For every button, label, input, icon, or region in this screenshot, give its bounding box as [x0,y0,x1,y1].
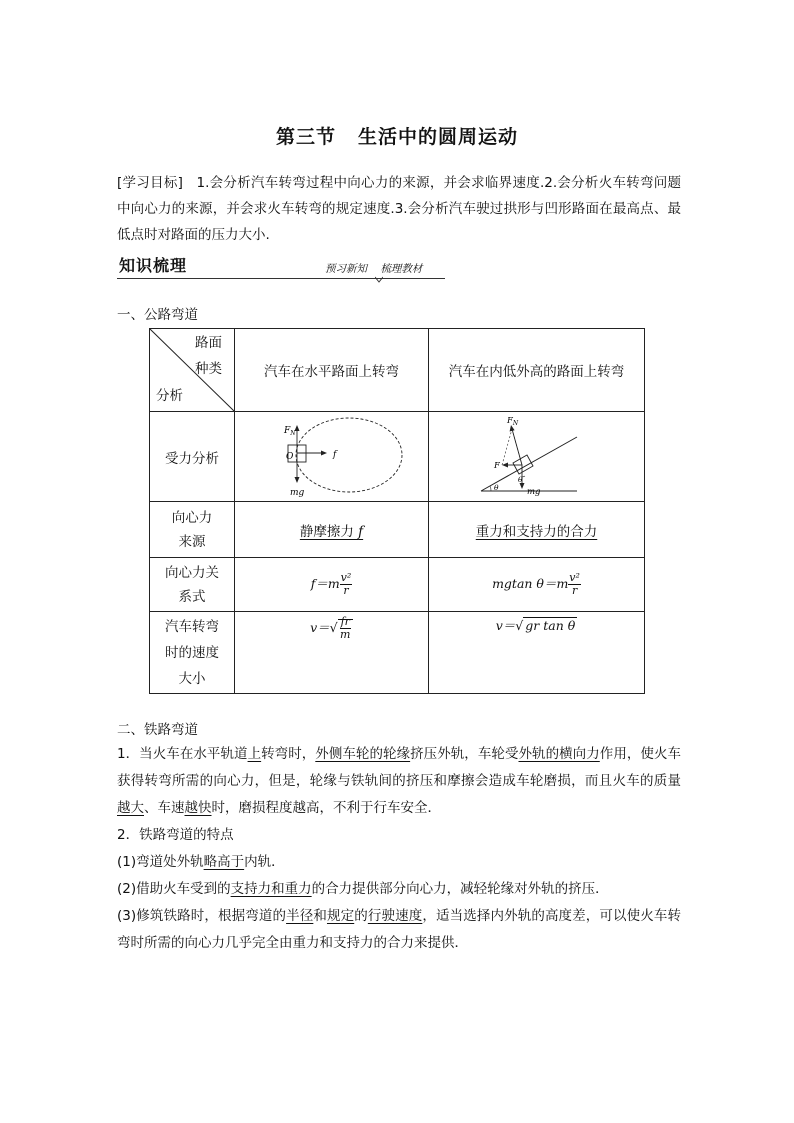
rail-paragraph-5 [117,903,681,957]
road-curve-table [149,328,645,694]
rail-p1-blank-5: 越快 [184,800,212,816]
rail-p5-text-4: ，适当选择内外轨的高度差，可以使火车转弯时所需的向心力几乎完全由重力和支持力的合力来提供． [117,908,682,951]
rail-p1-text-5: 、车速 [144,800,185,816]
banner-subtitle-b: 梳理教材 [380,263,423,275]
source-banked-answer: 重力和支持力的合力 [475,523,598,540]
section-banner [117,253,445,287]
row-label-relation [150,558,235,612]
rail-p1-text-2: 转弯时， [261,746,316,762]
table-row-source [150,502,645,558]
page-title [0,122,794,149]
banner-subtitle-a: 预习新知 [325,263,367,275]
rail-p4-text-1: (2)借助火车受到的 [117,881,231,897]
label-gravity-mg: mg [289,487,304,498]
relation-flat-formula [310,571,353,597]
relation-flat-fraction [340,572,353,597]
banner-notch-icon [375,275,383,283]
banner-divider [117,278,445,279]
rail-p5-blank-3: 行驶速度 [367,908,423,924]
speed-flat-denominator: m [340,628,351,641]
objectives-text: 1.会分析汽车转弯过程中向心力的来源，并会求临界速度.2.会分析火车转弯问题中向心力的来源，并会求火车转弯的规定速度.3.会分析汽车驶过拱形与凹形路面在最高点、最低点时对路面的压力大小. [117,175,681,243]
label-normal-force: $F_N$ [506,415,518,427]
speed-banked [429,612,645,694]
speed-flat [235,612,429,694]
label-angle-theta-inner: θ [517,474,523,484]
row-label-speed-c: 大小 [178,670,206,687]
rail-p5-blank-2: 规定 [326,908,355,924]
speed-banked-formula: v＝√ gr tan θ [495,618,576,633]
section1-heading: 一、公路弯道 [117,307,198,323]
source-flat-answer [300,524,363,540]
rail-p1-blank-1: 上 [247,746,262,762]
relation-banked-lhs: mgtan θ＝m [492,576,569,591]
banner-title: 知识梳理 [119,256,188,275]
rail-p1-text-4: 作用，使火车获得转弯所需的向心力，但是，轮缘与铁轨间的挤压和摩擦会造成车轮磨损，而且火车的质量 [117,746,682,789]
label-resultant-f: F [493,460,500,471]
relation-flat-numerator: v² [340,571,352,584]
label-normal-force: $F_N$ [283,425,295,437]
force-diagram-flat-cell [235,412,429,502]
row-label-source-a: 向心力 [171,509,213,526]
speed-banked-lhs: v＝ [495,618,516,633]
rail-paragraph-2: 2．铁路弯道的特点 [117,827,234,843]
rail-p4-text-2: 的合力提供部分向心力，减轻轮缘对外轨的挤压． [311,881,609,897]
relation-banked [429,558,645,612]
source-banked [429,502,645,558]
rail-p1-blank-4: 越大 [117,800,144,816]
table-header-row [150,329,645,412]
speed-flat-numerator: fr [340,615,350,628]
relation-banked-denominator: r [571,584,578,597]
objectives-label: [学习目标] [117,175,183,191]
section2-heading: 二、铁路弯道 [117,722,198,738]
circular-path [296,418,402,492]
relation-banked-fraction [568,572,581,597]
rail-p5-text-2: 和 [313,908,327,924]
rail-p5-blank-1: 半径 [286,908,314,924]
table-row-force [150,412,645,502]
label-gravity-mg: mg [526,486,541,497]
speed-flat-fraction [340,616,351,641]
rail-p3-blank-1: 略高于 [203,854,245,870]
speed-flat-sqrt: √ $\frac{fr}{m}$ [330,616,353,641]
relation-flat [235,558,429,612]
table-corner-cell [150,329,235,412]
relation-banked-formula [492,571,581,597]
row-label-relation-a: 向心力关 [165,564,219,581]
rail-paragraph-4 [117,876,681,903]
speed-flat-lhs: v＝ [310,620,330,635]
force-diagram-banked-cell [429,412,645,502]
force-diagram-flat [257,415,407,499]
corner-label-analysis: 分析 [156,388,183,404]
corner-label-type: 种类 [195,361,222,377]
relation-flat-lhs: f＝m [310,576,340,591]
corner-label-road: 路面 [195,335,222,351]
rail-p1-text-1: 1．当火车在水平轨道 [117,746,248,762]
rail-p5-text-1: (3)修筑铁路时，根据弯道的 [117,908,287,924]
table-row-speed [150,612,645,694]
rail-p5-text-3: 的 [354,908,368,924]
row-label-force: 受力分析 [150,412,235,502]
title-section-number: 第三节 [275,126,336,148]
label-friction-f: f [332,449,336,460]
rail-p1-blank-2: 外侧车轮的轮缘 [315,746,411,762]
row-label-speed [150,612,235,694]
rail-p1-blank-3: 外轨的横向力 [518,746,600,762]
col-header-banked: 汽车在内低外高的路面上转弯 [429,329,645,412]
relation-flat-denominator: r [343,584,349,597]
source-flat-text: 静摩擦力 [299,523,359,540]
table-row-relation [150,558,645,612]
col-header-flat: 汽车在水平路面上转弯 [235,329,429,412]
source-flat-var: f [358,523,364,540]
title-text: 生活中的圆周运动 [358,126,519,148]
row-label-relation-b: 系式 [178,588,206,605]
relation-banked-numerator: v² [569,571,580,584]
rail-p3-text-1: (1)弯道处外轨 [117,854,204,870]
row-label-source-b: 来源 [178,533,206,550]
rail-p1-text-3: 挤压外轨，车轮受 [410,746,519,762]
banner-subtitle [325,261,422,276]
row-label-speed-b: 时的速度 [165,644,219,661]
rail-p3-text-2: 内轨． [244,854,285,870]
row-label-source [150,502,235,558]
force-diagram-banked [477,415,597,499]
source-flat [235,502,429,558]
label-angle-theta-ground: θ [493,482,499,492]
rail-paragraph-1 [117,741,681,822]
learning-objectives [117,170,681,248]
rail-p1-text-6: 时，磨损程度越高，不利于行车安全． [211,800,441,816]
speed-flat-formula [310,615,353,641]
rail-paragraph-3 [117,849,681,876]
rail-p4-blank-1: 支持力和重力 [230,881,312,897]
speed-banked-radicand: gr tan θ [525,618,576,633]
row-label-speed-a: 汽车转弯 [165,618,219,635]
label-center-o: O [285,451,293,462]
